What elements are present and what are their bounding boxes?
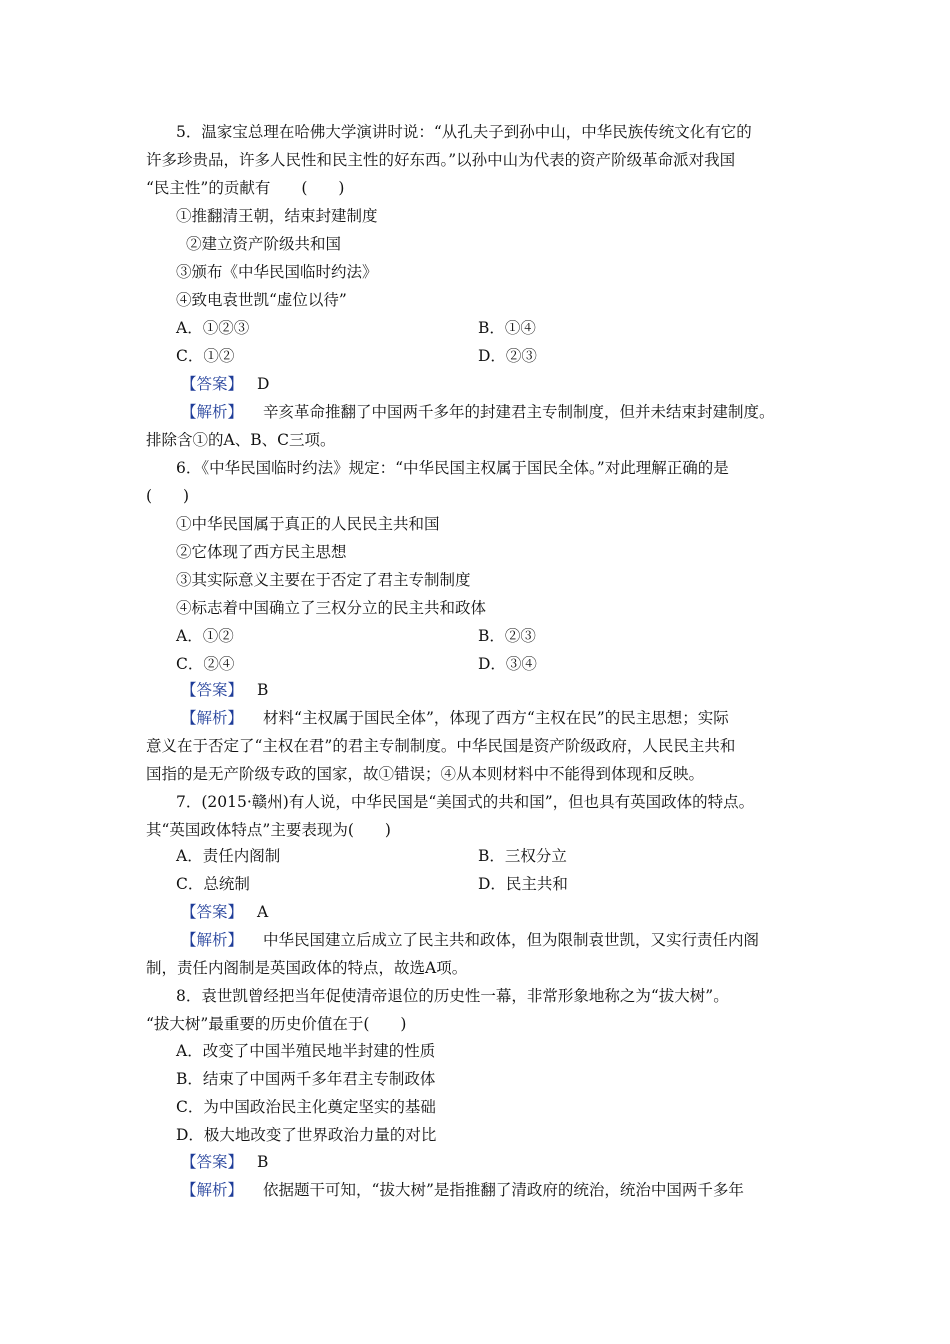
q5-answer bbox=[181, 373, 269, 395]
q7-answer bbox=[181, 901, 268, 923]
q6-option-d: D．③④ bbox=[478, 655, 537, 673]
answer-value: B bbox=[257, 1153, 269, 1171]
q5-option-a: A．①②③ bbox=[176, 319, 250, 337]
q6-stem-line-1: 6．《中华民国临时约法》规定：“中华民国主权属于国民全体。”对此理解正确的是 bbox=[176, 459, 729, 477]
answer-value: B bbox=[257, 681, 269, 699]
q6-option-a: A．①② bbox=[176, 627, 234, 645]
q7-stem-line-2: 其“英国政体特点”主要表现为( ) bbox=[146, 821, 391, 839]
q7-option-d: D．民主共和 bbox=[478, 875, 568, 893]
q5-analysis-line-1 bbox=[181, 401, 775, 423]
analysis-tag: 【解析】 bbox=[181, 403, 244, 421]
q8-stem-line-1: 8．袁世凯曾经把当年促使清帝退位的历史性一幕，非常形象地称之为“拔大树”。 bbox=[176, 987, 729, 1005]
q7-analysis-line-2: 制，责任内阁制是英国政体的特点，故选A项。 bbox=[146, 959, 468, 977]
answer-tag: 【答案】 bbox=[181, 375, 244, 393]
analysis-text: 辛亥革命推翻了中国两千多年的封建君主专制制度，但并未结束封建制度。 bbox=[263, 403, 775, 421]
answer-tag: 【答案】 bbox=[181, 1153, 244, 1171]
q6-answer bbox=[181, 679, 268, 701]
q7-stem-line-1: 7．(2015·赣州)有人说，中华民国是“美国式的共和国”，但也具有英国政体的特点。 bbox=[176, 793, 755, 811]
q5-item-4: ④致电袁世凯“虚位以待” bbox=[176, 291, 347, 309]
q8-answer bbox=[181, 1151, 268, 1173]
q5-stem-line-3: “民主性”的贡献有 ( ) bbox=[146, 179, 345, 197]
q8-option-b: B．结束了中国两千多年君主专制政体 bbox=[176, 1070, 436, 1088]
q7-analysis-line-1 bbox=[181, 929, 759, 951]
q8-option-d: D．极大地改变了世界政治力量的对比 bbox=[176, 1126, 437, 1144]
q8-option-c: C．为中国政治民主化奠定坚实的基础 bbox=[176, 1098, 436, 1116]
q5-item-2: ②建立资产阶级共和国 bbox=[186, 235, 342, 253]
q6-item-4: ④标志着中国确立了三权分立的民主共和政体 bbox=[176, 599, 487, 617]
q7-option-c: C．总统制 bbox=[176, 875, 250, 893]
analysis-text: 依据题干可知，“拔大树”是指推翻了清政府的统治，统治中国两千多年 bbox=[263, 1181, 744, 1199]
q6-analysis-line-2: 意义在于否定了“主权在君”的君主专制制度。中华民国是资产阶级政府，人民民主共和 bbox=[146, 737, 736, 755]
analysis-text: 中华民国建立后成立了民主共和政体，但为限制袁世凯，又实行责任内阁 bbox=[263, 931, 760, 949]
answer-tag: 【答案】 bbox=[181, 681, 244, 699]
q6-analysis-line-3: 国指的是无产阶级专政的国家，故①错误；④从本则材料中不能得到体现和反映。 bbox=[146, 765, 705, 783]
analysis-tag: 【解析】 bbox=[181, 1181, 244, 1199]
q5-option-b: B．①④ bbox=[478, 319, 536, 337]
analysis-tag: 【解析】 bbox=[181, 931, 244, 949]
q5-item-1: ①推翻清王朝，结束封建制度 bbox=[176, 207, 378, 225]
q6-item-1: ①中华民国属于真正的人民民主共和国 bbox=[176, 515, 440, 533]
answer-tag: 【答案】 bbox=[181, 903, 244, 921]
q7-option-b: B．三权分立 bbox=[478, 847, 567, 865]
q6-item-2: ②它体现了西方民主思想 bbox=[176, 543, 347, 561]
q5-analysis-line-2: 排除含①的A、B、C三项。 bbox=[146, 431, 336, 449]
analysis-text: 材料“主权属于国民全体”，体现了西方“主权在民”的民主思想；实际 bbox=[263, 709, 729, 727]
q8-stem-line-2: “拔大树”最重要的历史价值在于( ) bbox=[146, 1015, 407, 1033]
q6-option-b: B．②③ bbox=[478, 627, 536, 645]
answer-value: A bbox=[257, 903, 269, 921]
q5-stem-line-2: 许多珍贵品，许多人民性和民主性的好东西。”以孙中山为代表的资产阶级革命派对我国 bbox=[146, 151, 736, 169]
q5-option-c: C．①② bbox=[176, 347, 235, 365]
analysis-tag: 【解析】 bbox=[181, 709, 244, 727]
q6-stem-line-2: ( ) bbox=[146, 487, 190, 505]
q6-option-c: C．②④ bbox=[176, 655, 235, 673]
q5-stem-line-1: 5．温家宝总理在哈佛大学演讲时说：“从孔夫子到孙中山，中华民族传统文化有它的 bbox=[176, 123, 752, 141]
q5-item-3: ③颁布《中华民国临时约法》 bbox=[176, 263, 378, 281]
q6-analysis-line-1 bbox=[181, 707, 729, 729]
answer-value: D bbox=[257, 375, 270, 393]
q6-item-3: ③其实际意义主要在于否定了君主专制制度 bbox=[176, 571, 471, 589]
q8-option-a: A．改变了中国半殖民地半封建的性质 bbox=[176, 1042, 436, 1060]
q7-option-a: A．责任内阁制 bbox=[176, 847, 281, 865]
q5-option-d: D．②③ bbox=[478, 347, 537, 365]
q8-analysis-line-1 bbox=[181, 1179, 744, 1201]
